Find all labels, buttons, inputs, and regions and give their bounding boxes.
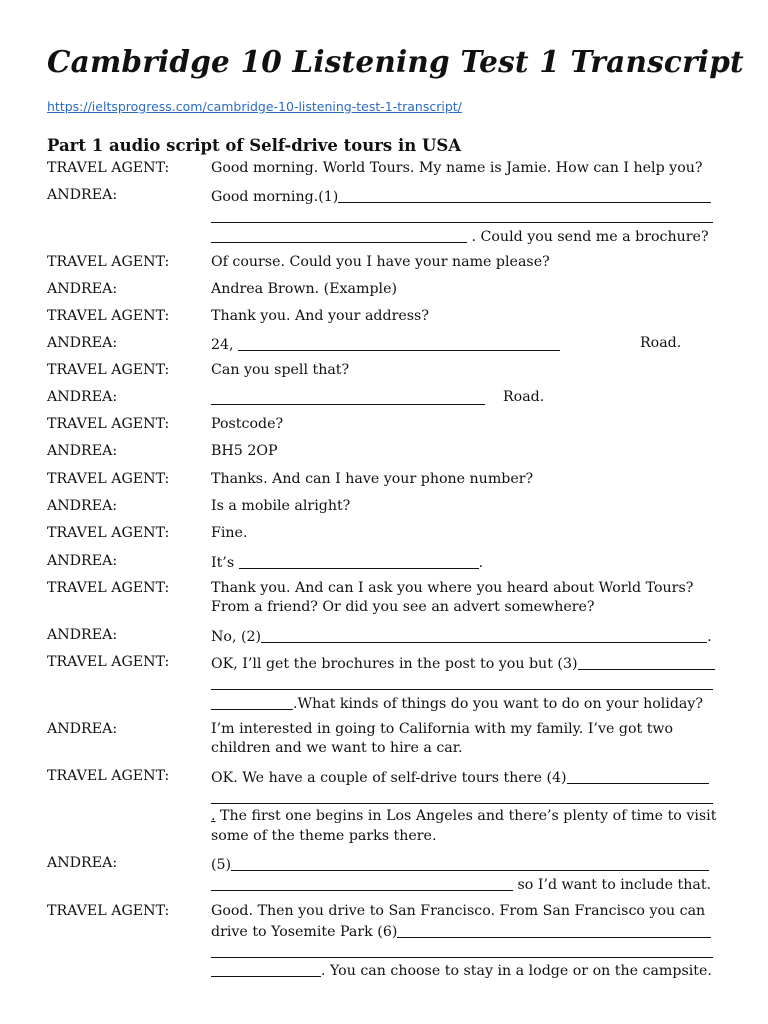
dialogue-text: . You can choose to stay in a lodge or on the campsite. (321, 963, 712, 979)
speaker-label: TRAVEL AGENT: (47, 416, 170, 432)
page-title: Cambridge 10 Listening Test 1 Transcript (47, 44, 744, 79)
dialogue-text: 24, (211, 337, 234, 353)
dialogue-text: OK. We have a couple of self-drive tours there (4) (211, 770, 567, 786)
dialogue-text: Road. (503, 389, 545, 405)
dialogue-text: The first one begins in Los Angeles and there’s plenty of time to visit (215, 808, 717, 824)
speaker-label: TRAVEL AGENT: (47, 580, 170, 596)
speaker-label: ANDREA: (47, 498, 118, 514)
speaker-label: ANDREA: (47, 187, 118, 203)
dialogue-text: It’s (211, 555, 235, 571)
dialogue-line: BH5 2OP (211, 443, 278, 459)
answer-blank[interactable] (211, 875, 513, 891)
dialogue-line (211, 922, 711, 940)
dialogue-line: Andrea Brown. (Example) (211, 281, 398, 297)
answer-blank[interactable] (211, 674, 713, 690)
answer-blank[interactable] (211, 694, 293, 710)
dialogue-line (211, 694, 703, 712)
dialogue-line (211, 808, 716, 824)
speaker-label: TRAVEL AGENT: (47, 525, 170, 541)
speaker-label: TRAVEL AGENT: (47, 308, 170, 324)
answer-blank[interactable] (211, 788, 713, 804)
dialogue-text: . (707, 629, 712, 645)
dialogue-line (211, 942, 713, 960)
speaker-label: ANDREA: (47, 335, 118, 351)
dialogue-line (211, 627, 712, 645)
dialogue-line: children and we want to hire a car. (211, 740, 463, 756)
answer-blank[interactable] (211, 227, 467, 243)
answer-blank[interactable] (211, 389, 485, 405)
dialogue-line (211, 768, 709, 786)
speaker-label: ANDREA: (47, 721, 118, 737)
answer-blank[interactable] (567, 768, 709, 784)
dialogue-line: Good morning. World Tours. My name is Jamie. How can I help you? (211, 160, 703, 176)
dialogue-line (211, 187, 711, 205)
speaker-label: TRAVEL AGENT: (47, 903, 170, 919)
part-heading: Part 1 audio script of Self-drive tours in USA (47, 136, 462, 155)
answer-blank[interactable] (231, 855, 709, 871)
answer-blank[interactable] (211, 207, 713, 223)
dialogue-text: No, (2) (211, 629, 262, 645)
dialogue-line (211, 674, 713, 692)
dialogue-text: drive to Yosemite Park (6) (211, 924, 398, 940)
speaker-label: TRAVEL AGENT: (47, 471, 170, 487)
dialogue-line: I’m interested in going to California with my family. I’ve got two (211, 721, 674, 737)
dialogue-line: Thank you. And your address? (211, 308, 429, 324)
speaker-label: TRAVEL AGENT: (47, 160, 170, 176)
dialogue-line: Fine. (211, 525, 248, 541)
dialogue-text: .What kinds of things do you want to do on your holiday? (293, 696, 703, 712)
dialogue-line (211, 227, 709, 245)
dialogue-text: . (478, 555, 484, 571)
dialogue-line: From a friend? Or did you see an advert somewhere? (211, 599, 595, 615)
dialogue-line (211, 788, 713, 806)
speaker-label: ANDREA: (47, 553, 118, 569)
speaker-label: TRAVEL AGENT: (47, 768, 170, 784)
dialogue-line (211, 335, 560, 353)
source-link[interactable]: https://ieltsprogress.com/cambridge-10-listening-test-1-transcript/ (47, 99, 462, 114)
dialogue-text: (5) (211, 857, 232, 873)
answer-blank[interactable] (211, 942, 713, 958)
speaker-label: ANDREA: (47, 627, 118, 643)
dialogue-line (211, 654, 715, 672)
dialogue-line (211, 875, 711, 893)
dialogue-line: Thank you. And can I ask you where you heard about World Tours? (211, 580, 694, 596)
dialogue-line: Thanks. And can I have your phone number? (211, 471, 534, 487)
dialogue-line (211, 207, 713, 225)
dialogue-line (211, 389, 485, 407)
answer-blank[interactable] (239, 553, 479, 569)
dialogue-line (211, 553, 483, 571)
speaker-label: ANDREA: (47, 389, 118, 405)
speaker-label: TRAVEL AGENT: (47, 254, 170, 270)
answer-blank[interactable] (238, 335, 560, 351)
dialogue-line (211, 961, 712, 979)
dialogue-line (211, 855, 709, 873)
answer-blank[interactable] (338, 187, 711, 203)
answer-blank[interactable] (211, 961, 321, 977)
dialogue-line: Is a mobile alright? (211, 498, 351, 514)
dialogue-line: Postcode? (211, 416, 284, 432)
dialogue-text: . (211, 808, 216, 824)
speaker-label: TRAVEL AGENT: (47, 362, 170, 378)
dialogue-line: Of course. Could you I have your name please? (211, 254, 550, 270)
dialogue-line: Good. Then you drive to San Francisco. From San Francisco you can (211, 903, 706, 919)
dialogue-line: Can you spell that? (211, 362, 350, 378)
answer-blank[interactable] (397, 922, 711, 938)
dialogue-text: so I’d want to include that. (513, 877, 712, 893)
dialogue-text: Road. (640, 335, 682, 351)
dialogue-text: OK, I’ll get the brochures in the post to you but (3) (211, 656, 578, 672)
speaker-label: ANDREA: (47, 443, 118, 459)
dialogue-text: . Could you send me a brochure? (471, 229, 709, 245)
speaker-label: TRAVEL AGENT: (47, 654, 170, 670)
dialogue-text: Good morning.(1) (211, 189, 339, 205)
answer-blank[interactable] (261, 627, 707, 643)
speaker-label: ANDREA: (47, 855, 118, 871)
answer-blank[interactable] (578, 654, 715, 670)
dialogue-line: some of the theme parks there. (211, 828, 437, 844)
speaker-label: ANDREA: (47, 281, 118, 297)
